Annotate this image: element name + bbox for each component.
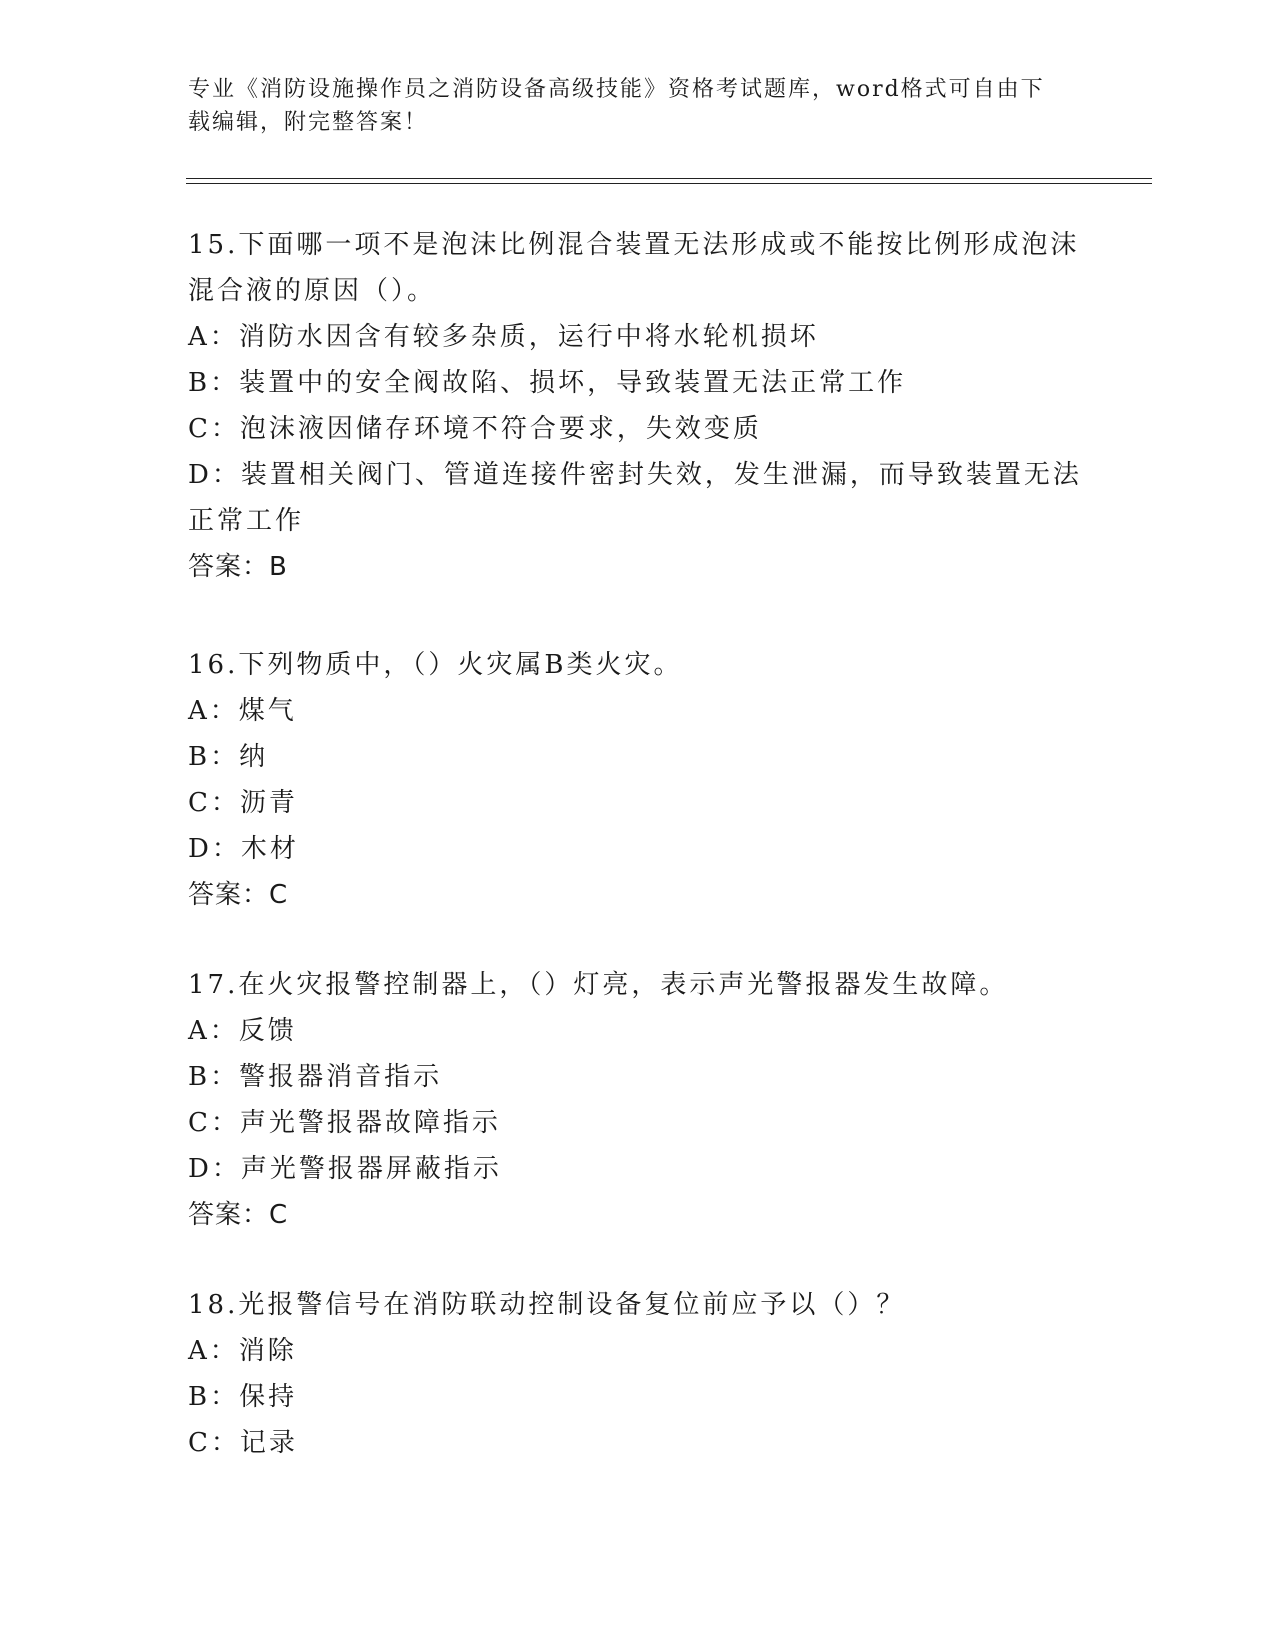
question-stem: 15.下面哪一项不是泡沫比例混合装置无法形成或不能按比例形成泡沫 [188, 230, 1080, 260]
question-16 [188, 642, 1088, 918]
option-a: A：消防水因含有较多杂质，运行中将水轮机损坏 [188, 322, 819, 352]
question-18 [188, 1282, 1088, 1466]
document-header [188, 73, 1088, 139]
header-line-2: 载编辑，附完整答案！ [188, 110, 429, 135]
answer: 答案：C [188, 880, 289, 910]
option-a: A：消除 [188, 1336, 297, 1366]
question-stem: 17.在火灾报警控制器上，（）灯亮，表示声光警报器发生故障。 [188, 970, 1009, 1000]
option-c: C：声光警报器故障指示 [188, 1108, 501, 1138]
option-a: A：煤气 [188, 696, 297, 726]
option-d: D：木材 [188, 834, 299, 864]
option-d: D：装置相关阀门、管道连接件密封失效，发生泄漏，而导致装置无法 [188, 460, 1082, 490]
option-b: B：纳 [188, 742, 269, 772]
question-stem-continued: 混合液的原因（）。 [188, 276, 437, 306]
question-17 [188, 962, 1088, 1238]
option-b: B：保持 [188, 1382, 298, 1412]
option-c: C：沥青 [188, 788, 298, 818]
option-c: C：记录 [188, 1428, 298, 1458]
header-divider [186, 178, 1152, 184]
option-b: B：装置中的安全阀故陷、损坏，导致装置无法正常工作 [188, 368, 907, 398]
option-c: C：泡沫液因储存环境不符合要求，失效变质 [188, 414, 762, 444]
option-a: A：反馈 [188, 1016, 297, 1046]
answer: 答案：C [188, 1200, 289, 1230]
question-15 [188, 222, 1088, 590]
header-line-1: 专业《消防设施操作员之消防设备高级技能》资格考试题库，word格式可自由下 [188, 77, 1045, 102]
option-d-continued: 正常工作 [188, 506, 305, 536]
answer: 答案：B [188, 552, 288, 582]
option-d: D：声光警报器屏蔽指示 [188, 1154, 502, 1184]
question-stem: 16.下列物质中，（）火灾属B类火灾。 [188, 650, 683, 680]
question-stem: 18.光报警信号在消防联动控制设备复位前应予以（）？ [188, 1290, 906, 1320]
option-b: B：警报器消音指示 [188, 1062, 443, 1092]
